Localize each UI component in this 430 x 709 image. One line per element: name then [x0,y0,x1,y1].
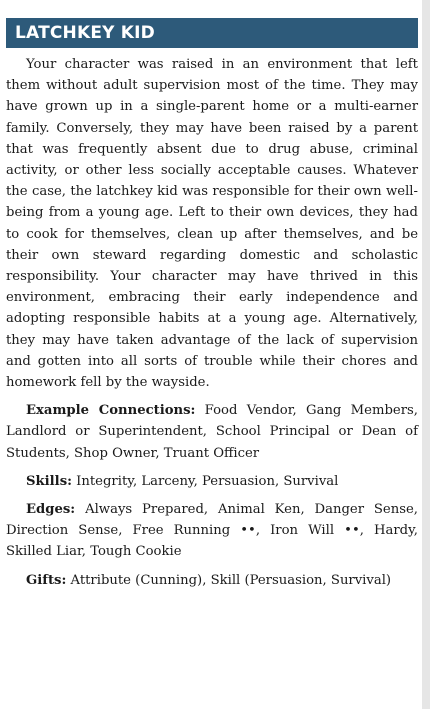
connections-paragraph [6,400,418,464]
skills-text: Integrity, Larceny, Persuasion, Survival [71,473,339,489]
edges-label: Edges: [26,502,76,518]
page-edge [422,0,430,709]
connections-text: Food Vendor, Gang Members, Landlord or Superintendent, School Principal or Dean of Students, Shop Owner, Truant Officer [6,403,418,461]
edges-text: Always Prepared, Animal Ken, Danger Sense, Direction Sense, Free Running ••, Iron Will ••, Hardy, Skilled Liar, Tough Cookie [6,502,418,560]
edges-paragraph [6,499,418,563]
intro-paragraph: Your character was raised in an environment that left them without adult supervision most of the time. They may have grown up in a single-parent home or a multi-earner family. Conversely, they may have been raised by a parent that was frequently absent due to drug abuse, criminal activity, or other less socially acceptable causes. Whatever the case, the latchkey kid was responsible for their own well-being from a young age. Left to their own devices, they had to cook for themselves, clean up after themselves, and be their own steward regarding domestic and scholastic responsibility. Your character may have thrived in this environment, embracing their early independence and adopting responsible habits at a young age. Alternatively, they may have taken advantage of the lack of supervision and gotten into all sorts of trouble while their chores and homework fell by the wayside. [6,57,418,391]
skills-label: Skills: [26,473,72,489]
gifts-text: Attribute (Cunning), Skill (Persuasion, Survival) [66,572,392,588]
skills-paragraph [6,471,418,492]
section-header [6,18,418,48]
document-page [6,18,418,591]
connections-label: Example Connections: [26,403,196,419]
gifts-label: Gifts: [26,572,67,588]
gifts-paragraph [6,570,418,591]
section-title: LATCHKEY KID [15,23,155,43]
